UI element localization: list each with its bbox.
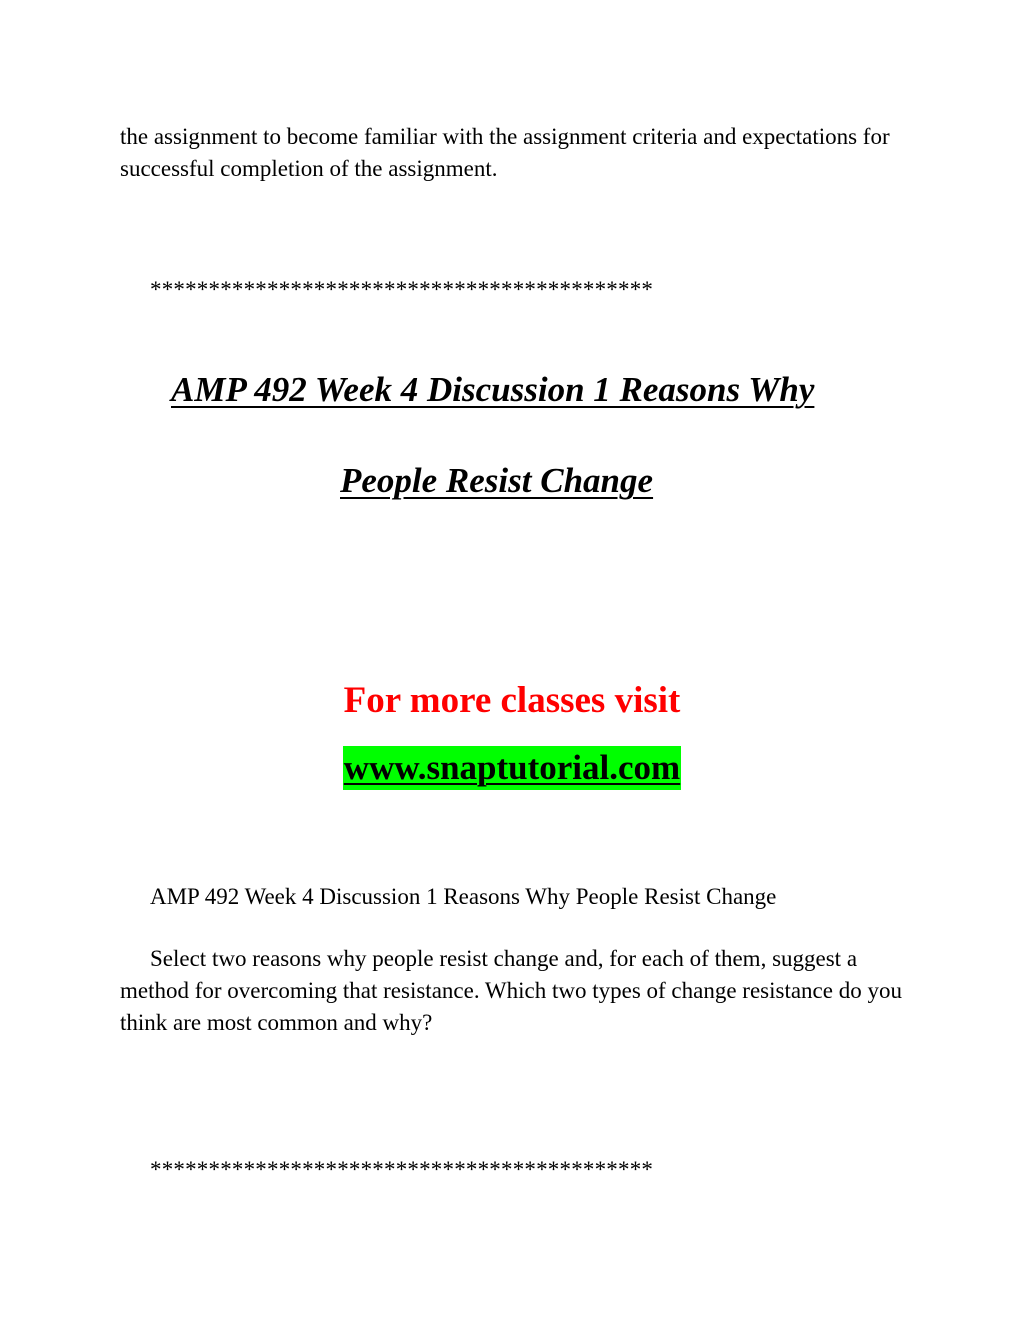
title-line-1: AMP 492 Week 4 Discussion 1 Reasons Why [171,370,815,409]
title-line-2: People Resist Change [340,461,654,500]
separator-bottom: ******************************************* [150,1157,654,1182]
cta-text: For more classes visit [343,680,681,721]
section-body-text: Select two reasons why people resist change and, for each of them, suggest a method for overcoming that resistance. Which two types of change resistance do you think are most common and why? [120,946,902,1035]
intro-continuation-text: the assignment to become familiar with the assignment criteria and expectations for successful completion of the assignment. [120,124,890,181]
cta-link-container [0,746,1024,790]
section-heading: AMP 492 Week 4 Discussion 1 Reasons Why People Resist Change [150,884,777,909]
site-link[interactable]: www.snaptutorial.com [343,746,681,790]
separator-top: ******************************************* [150,277,654,302]
